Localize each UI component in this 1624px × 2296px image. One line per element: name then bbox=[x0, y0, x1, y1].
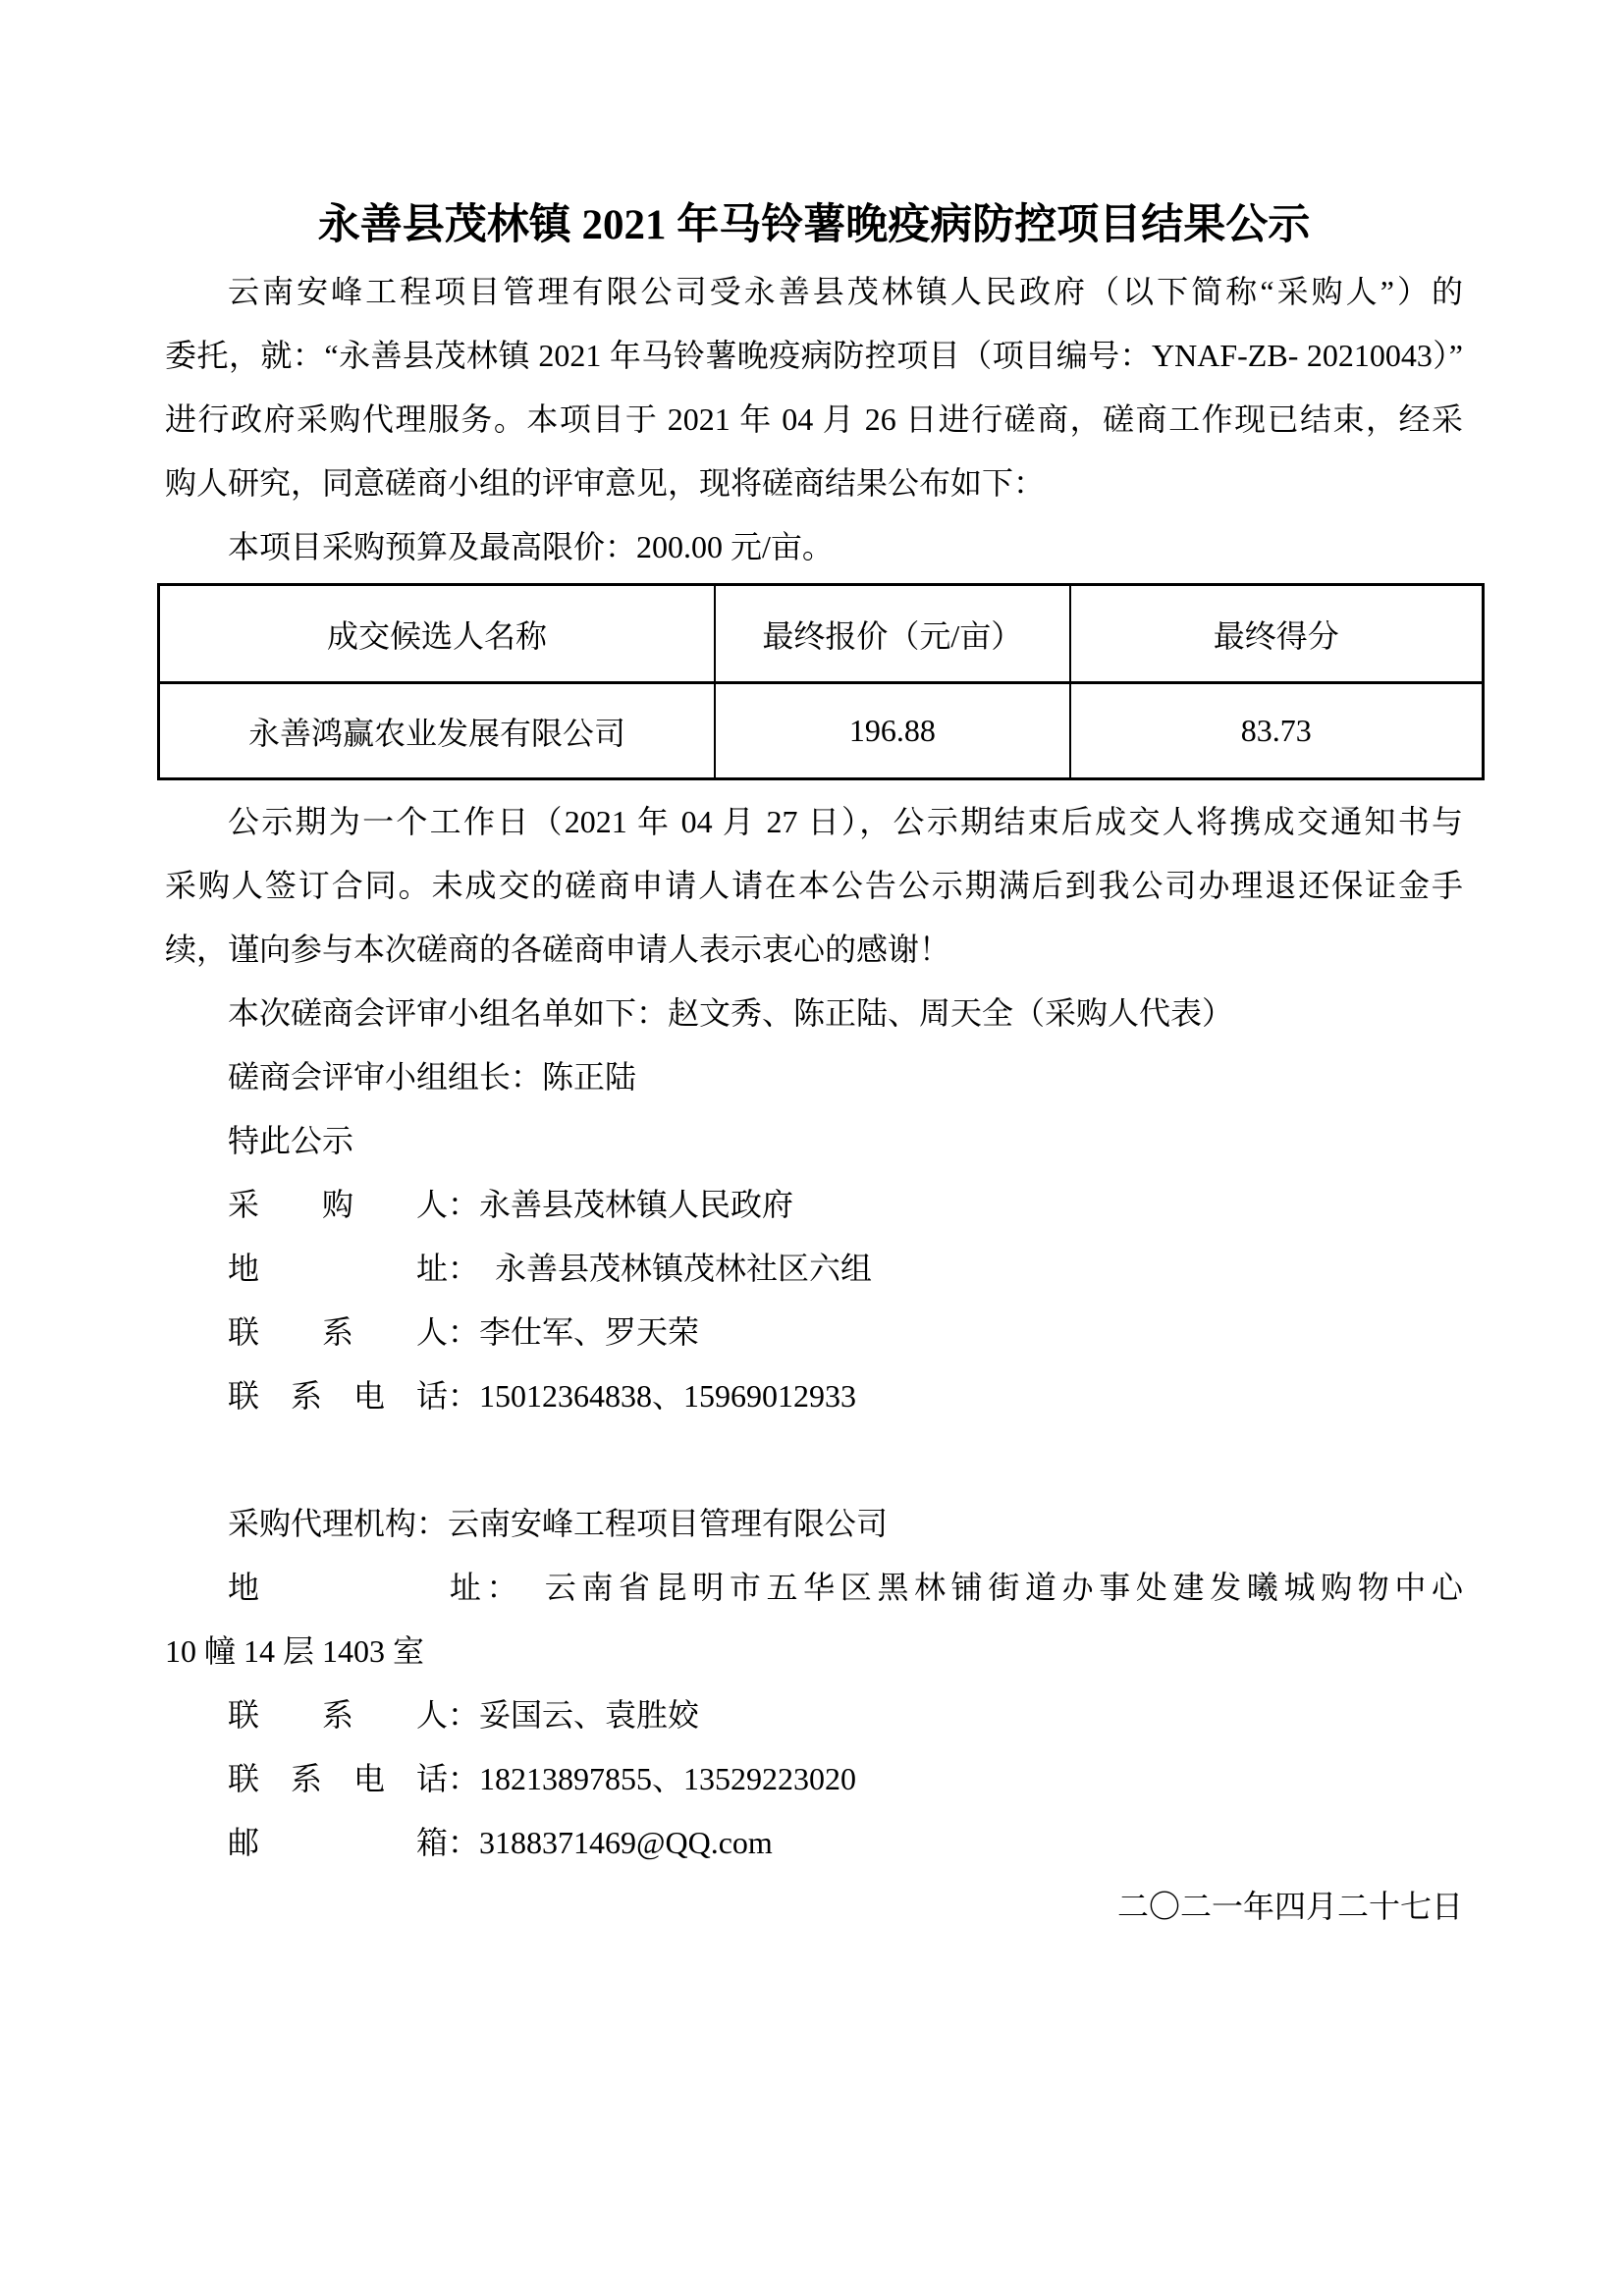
agency-contact-line: 联 系 人：妥国云、袁胜姣 bbox=[228, 1697, 700, 1733]
purchaser-phone-line: 联 系 电 话：15012364838、15969012933 bbox=[228, 1378, 857, 1414]
agency-phone-line: 联 系 电 话：18213897855、13529223020 bbox=[228, 1761, 857, 1796]
intro-line-1: 云南安峰工程项目管理有限公司受永善县茂林镇人民政府（以下简称“采购人”）的 bbox=[228, 274, 1463, 309]
purchaser-contact-line: 联 系 人：李仕军、罗天荣 bbox=[228, 1314, 700, 1350]
agency-address-line-1: 地 址： 云南省昆明市五华区黑林铺街道办事处建发曦城购物中心 bbox=[228, 1570, 1463, 1605]
result-table-header-row bbox=[159, 585, 1484, 683]
purchaser-name-line: 采 购 人：永善县茂林镇人民政府 bbox=[228, 1187, 794, 1222]
intro-line-3: 进行政府采购代理服务。本项目于 2021 年 04 月 26 日进行磋商，磋商工作现已结束，经采 bbox=[165, 401, 1463, 437]
publicity-line-2: 采购人签订合同。未成交的磋商申请人请在本公告公示期满后到我公司办理退还保证金手 bbox=[165, 868, 1463, 903]
panel-leader-line: 磋商会评审小组组长：陈正陆 bbox=[228, 1059, 637, 1095]
blank-line bbox=[165, 1428, 1463, 1492]
panel-list-line: 本次磋商会评审小组名单如下：赵文秀、陈正陆、周天全（采购人代表） bbox=[228, 995, 1234, 1031]
header-final-price: 最终报价（元/亩） bbox=[715, 585, 1070, 683]
header-candidate-name: 成交候选人名称 bbox=[159, 585, 716, 683]
publicity-line-1: 公示期为一个工作日（2021 年 04 月 27 日），公示期结束后成交人将携成交通知书与 bbox=[228, 804, 1463, 839]
cell-candidate-name: 永善鸿赢农业发展有限公司 bbox=[159, 683, 716, 779]
header-final-score: 最终得分 bbox=[1070, 585, 1484, 683]
agency-name-line: 采购代理机构：云南安峰工程项目管理有限公司 bbox=[228, 1506, 889, 1541]
result-table bbox=[157, 583, 1485, 780]
intro-line-2: 委托，就：“永善县茂林镇 2021 年马铃薯晚疫病防控项目（项目编号：YNAF-ZB- 20210043）” bbox=[165, 338, 1463, 373]
publicity-line-3: 续，谨向参与本次磋商的各磋商申请人表示衷心的感谢！ bbox=[165, 932, 951, 967]
budget-line: 本项目采购预算及最高限价：200.00 元/亩。 bbox=[228, 529, 834, 564]
agency-address-line-2: 10 幢 14 层 1403 室 bbox=[165, 1633, 425, 1669]
purchaser-address-line: 地 址： 永善县茂林镇茂林社区六组 bbox=[228, 1251, 873, 1286]
document-title: 永善县茂林镇 2021 年马铃薯晚疫病防控项目结果公示 bbox=[317, 202, 1311, 248]
cell-final-score: 83.73 bbox=[1070, 683, 1484, 779]
result-table-row bbox=[159, 683, 1484, 779]
intro-line-4: 购人研究，同意磋商小组的评审意见，现将磋商结果公布如下： bbox=[165, 465, 1046, 501]
document-date: 二〇二一年四月二十七日 bbox=[1116, 1889, 1463, 1924]
agency-email-line: 邮 箱：3188371469@QQ.com bbox=[228, 1825, 773, 1860]
cell-final-price: 196.88 bbox=[715, 683, 1070, 779]
notice-line: 特此公示 bbox=[228, 1123, 354, 1158]
